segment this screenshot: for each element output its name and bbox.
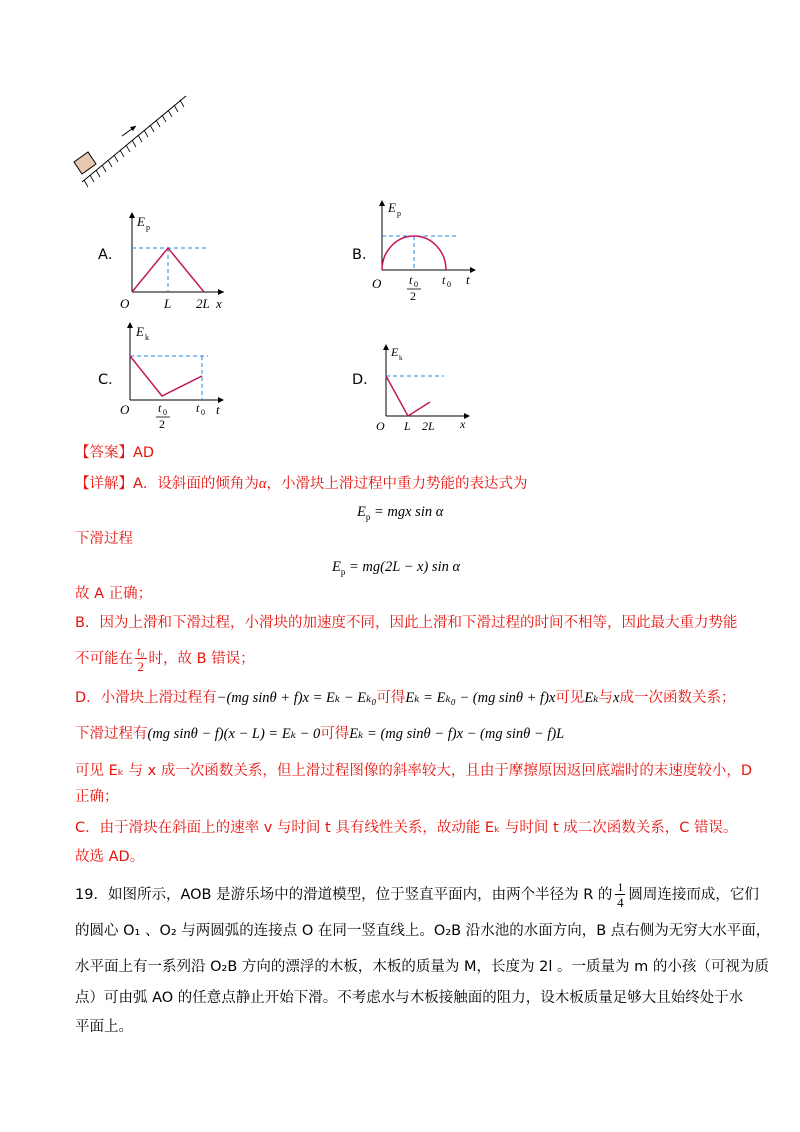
svg-text:O: O (376, 419, 385, 432)
svg-text:t: t (466, 272, 470, 287)
svg-text:E: E (388, 200, 396, 215)
svg-text:k: k (145, 333, 149, 342)
slider-block (74, 152, 96, 174)
svg-text:0: 0 (447, 280, 451, 289)
svg-text:t: t (158, 401, 162, 415)
incline-figure (70, 90, 200, 190)
option-b-label: B． (352, 247, 377, 263)
svg-text:p: p (397, 209, 401, 218)
svg-text:t: t (409, 273, 413, 287)
detail-a-correct: 故 A 正确； (75, 586, 153, 602)
svg-text:O: O (372, 276, 382, 291)
svg-text:2L: 2L (196, 296, 210, 308)
graph-d-curve (386, 376, 430, 416)
graph-c-curve (130, 356, 202, 396)
svg-text:t: t (196, 401, 200, 415)
q19-line5: 平面上。 (75, 1019, 133, 1035)
q19-line3: 水平面上有一系列沿 O₂B 方向的漂浮的木板，木板的质量为 M，长度为 2l 。一质量为 m 的小孩（可视为质 (75, 959, 769, 975)
svg-text:E: E (136, 324, 144, 339)
detail-d-line4: 正确； (75, 789, 119, 805)
detail-d-line2: 下滑过程有(mg sinθ − f)(x − L) = Eₖ − 0可得Eₖ = (mg sinθ − f)x − (mg sinθ − f)L (75, 726, 565, 742)
detail-b-line1: B．因为上滑和下滑过程，小滑块的加速度不同，因此上滑和下滑过程的时间不相等，因此最大重力势能 (75, 615, 738, 631)
svg-text:O: O (120, 402, 130, 417)
option-d-label: D． (352, 372, 378, 388)
graph-a-ysub: p (146, 223, 150, 232)
svg-text:0: 0 (414, 280, 418, 289)
graph-d (368, 340, 478, 432)
detail-d-line3: 可见 Eₖ 与 x 成一次函数关系，但上滑过程图像的斜率较大，且由于摩擦原因返回底端时的末速度较小，D (75, 763, 753, 779)
graph-b (366, 196, 486, 300)
detail-down-label: 下滑过程 (75, 531, 133, 547)
detail-choose: 故选 AD。 (75, 849, 145, 865)
svg-text:0: 0 (201, 408, 205, 417)
answer: 【答案】AD (75, 445, 155, 461)
option-c-label: C． (98, 372, 123, 388)
svg-text:L: L (164, 296, 172, 308)
detail-b-line2: 不可能在 $\frac{\text{t₀}}{2}$ 时，故 B 错误； (75, 644, 255, 674)
svg-text:0: 0 (163, 408, 167, 417)
equation-1: $E_p$ = mgx sin α (357, 504, 444, 522)
svg-text:x: x (216, 296, 222, 308)
svg-text:t: t (216, 402, 220, 417)
graph-a-ylabel: E (137, 214, 145, 229)
equation-2: $E_p = mg(2L - x)$ sin α (332, 559, 461, 577)
svg-text:k: k (399, 354, 403, 362)
svg-text:2: 2 (159, 417, 165, 428)
svg-text:x: x (460, 417, 466, 431)
svg-text:t: t (442, 273, 446, 287)
graph-a (112, 208, 232, 308)
q19-line1: 19．如图所示，AOB 是游乐场中的滑道模型，位于竖直平面内，由两个半径为 R 的 $\frac{1}{4}$ 圆周连接而成，它们 (75, 880, 759, 910)
detail-c-line: C．由于滑块在斜面上的速率 v 与时间 t 具有线性关系，故动能 Eₖ 与时间 t 成二次函数关系，C 错误。 (75, 820, 738, 836)
q19-line2: 的圆心 O₁ 、O₂ 与两圆弧的连接点 O 在同一竖直线上。O₂B 沿水池的水面方向，B 点右侧为无穷大水平面， (75, 923, 771, 939)
incline-hatching (84, 100, 184, 187)
svg-text:2L: 2L (422, 419, 435, 432)
detail-a-line: 【详解】A．设斜面的倾角为α，小滑块上滑过程中重力势能的表达式为 (75, 476, 528, 492)
svg-text:L: L (404, 419, 411, 432)
graph-c (112, 318, 232, 428)
svg-text:O: O (120, 296, 130, 308)
svg-text:E: E (391, 345, 399, 359)
q19-line4: 点）可由弧 AO 的任意点静止开始下滑。不考虑水与木板接触面的阻力，设木板质量足够大且始终处于水 (75, 990, 744, 1006)
option-a-label: A． (98, 247, 123, 263)
svg-text:2: 2 (410, 289, 416, 300)
detail-d-line1: D．小滑块上滑过程有−(mg sinθ + f)x = Eₖ − Eₖ₀可得Eₖ = Eₖ₀ − (mg sinθ + f)x可见Eₖ与x成一次函数关系； (75, 690, 736, 706)
